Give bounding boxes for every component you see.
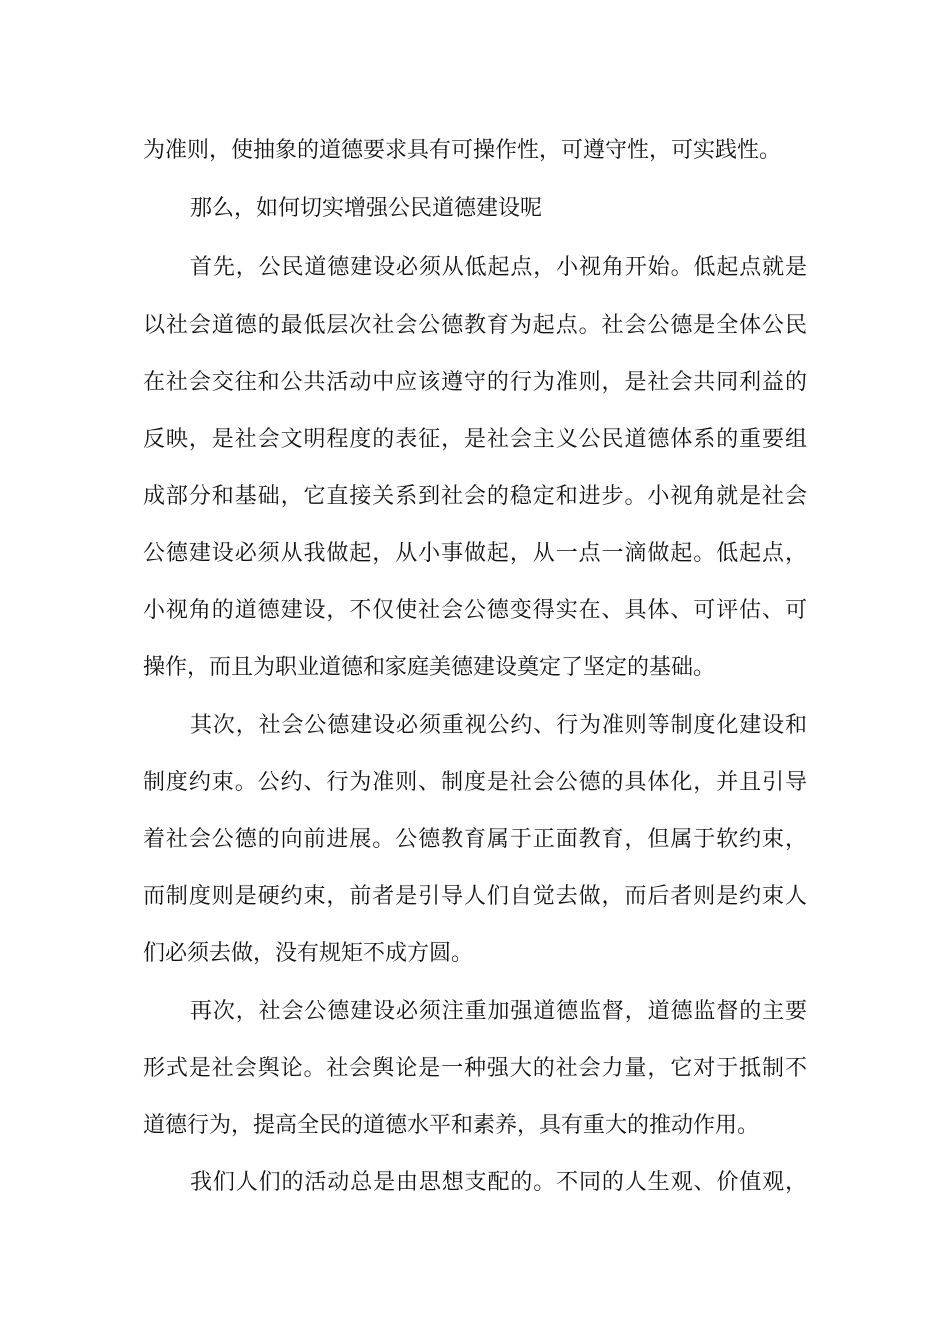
text-line: 着社会公德的向前进展。公德教育属于正面教育，但属于软约束， [143,827,807,852]
text-line: 们必须去做，没有规矩不成方圆。 [143,941,474,966]
text-line: 以社会道德的最低层次社会公德教育为起点。社会公德是全体公民 [143,313,807,338]
text-line: 道德行为，提高全民的道德水平和素养，具有重大的推动作用。 [143,1113,760,1138]
text-line: 成部分和基础，它直接关系到社会的稳定和进步。小视角就是社会 [143,484,807,509]
text-line: 其次，社会公德建设必须重视公约、行为准则等制度化建设和 [190,713,807,738]
text-line: 小视角的道德建设，不仅使社会公德变得实在、具体、可评估、可 [143,598,807,623]
text-line: 操作，而且为职业道德和家庭美德建设奠定了坚定的基础。 [143,655,716,680]
text-line: 反映，是社会文明程度的表征，是社会主义公民道德体系的重要组 [143,427,807,452]
text-line: 在社会交往和公共活动中应该遵守的行为准则，是社会共同利益的 [143,370,807,395]
text-line: 而制度则是硬约束，前者是引导人们自觉去做，而后者则是约束人 [143,884,807,909]
text-line: 我们人们的活动总是由思想支配的。不同的人生观、价值观， [190,1170,807,1195]
text-line: 为准则，使抽象的道德要求具有可操作性，可遵守性，可实践性。 [143,138,782,163]
text-line: 再次，社会公德建设必须注重加强道德监督，道德监督的主要 [190,999,807,1024]
text-line: 公德建设必须从我做起，从小事做起，从一点一滴做起。低起点， [143,541,807,566]
text-line: 首先，公民道德建设必须从低起点，小视角开始。低起点就是 [190,255,807,280]
text-line: 形式是社会舆论。社会舆论是一种强大的社会力量，它对于抵制不 [143,1056,807,1081]
text-line: 制度约束。公约、行为准则、制度是社会公德的具体化，并且引导 [143,770,807,795]
text-line: 那么，如何切实增强公民道德建设呢 [190,196,543,221]
